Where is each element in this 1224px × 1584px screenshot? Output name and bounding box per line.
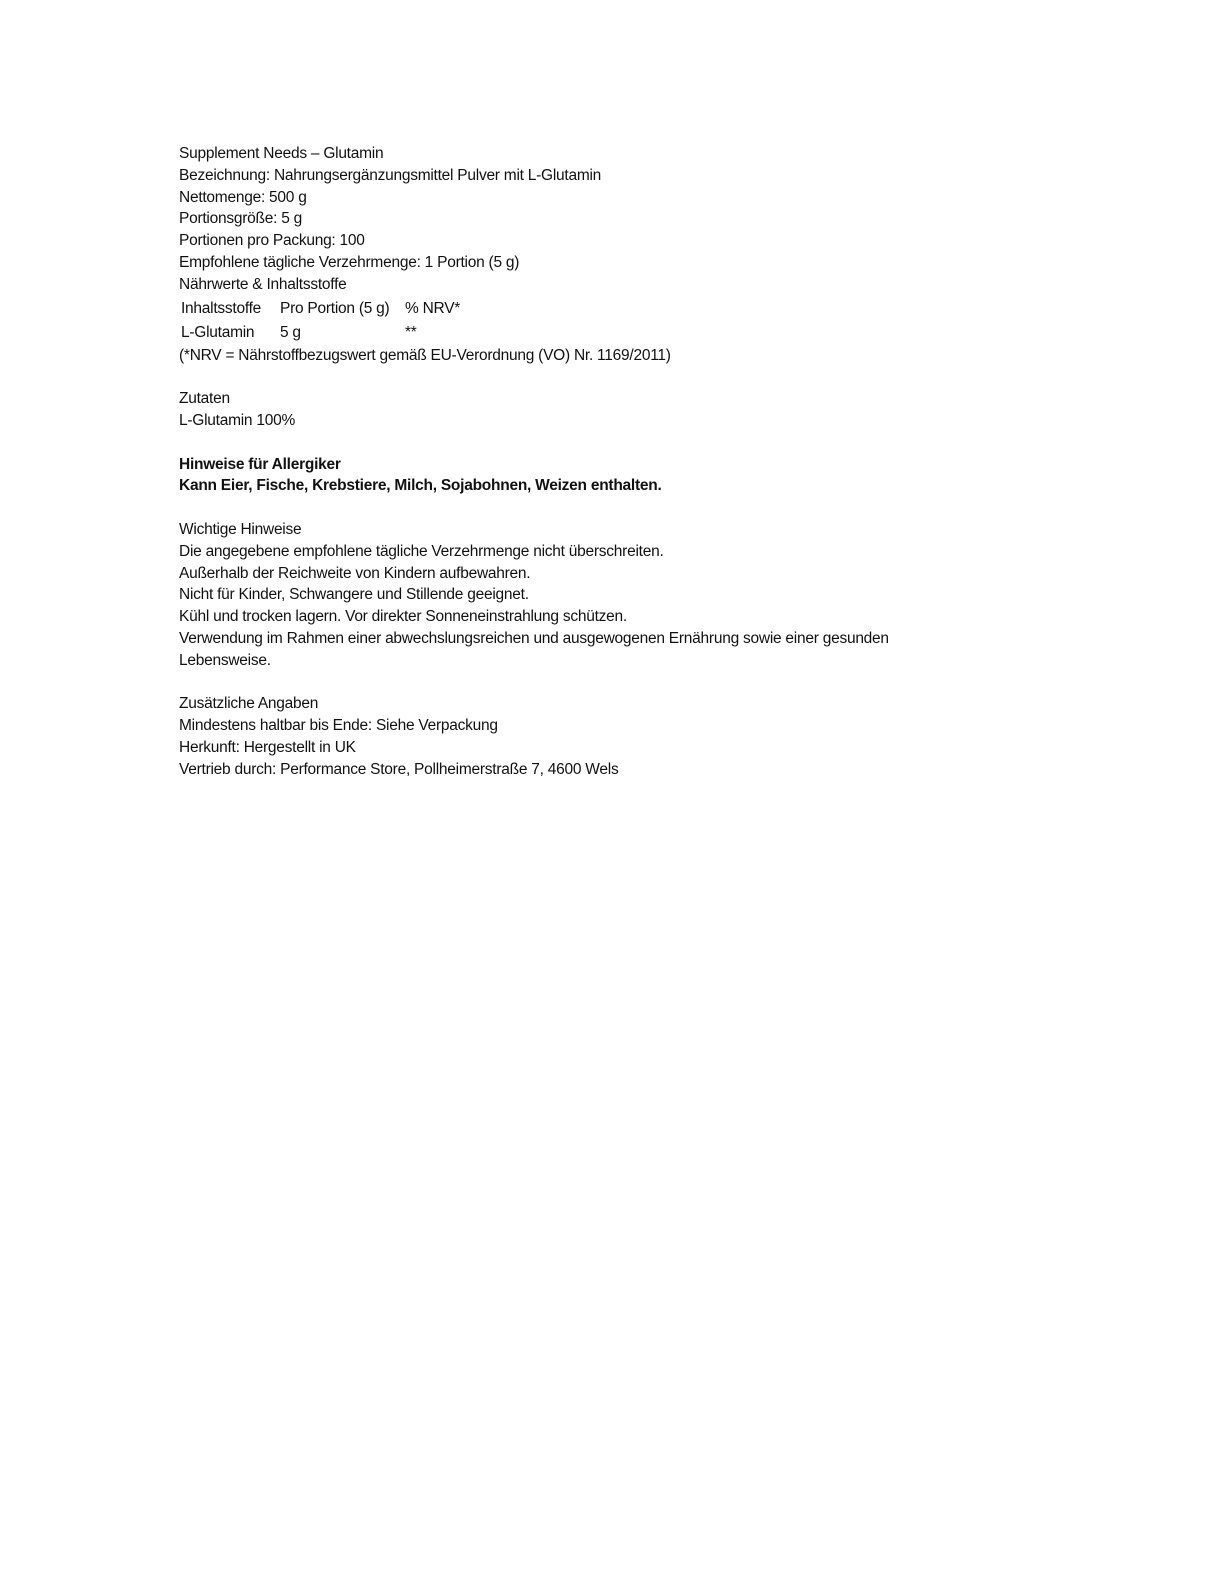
allergens-section (179, 454, 979, 498)
product-title: Supplement Needs – Glutamin (179, 145, 384, 162)
ingredients-heading: Zutaten (179, 390, 230, 408)
ingredients-section (179, 388, 979, 432)
warning-line: Außerhalb der Reichweite von Kindern aufbewahren. (179, 564, 531, 582)
nutrition-heading: Nährwerte & Inhaltsstoffe (179, 275, 347, 293)
warning-line: Die angegebene empfohlene tägliche Verzehrmenge nicht überschreiten. (179, 542, 664, 560)
warnings-section (179, 519, 979, 672)
table-cell-per-portion: 5 g (280, 323, 301, 341)
additional-info-section (179, 693, 979, 780)
warning-line: Verwendung im Rahmen einer abwechslungsreichen und ausgewogenen Ernährung sowie einer gesunden Lebensweise. (179, 629, 889, 669)
warning-line: Nicht für Kinder, Schwangere und Stillende geeignet. (179, 586, 529, 604)
spacer (179, 672, 979, 694)
table-cell-nrv: ** (405, 323, 417, 341)
spacer (179, 366, 979, 388)
net-quantity: Nettomenge: 500 g (179, 188, 307, 206)
allergens-heading: Hinweise für Allergiker (179, 455, 341, 473)
table-header-row (179, 297, 485, 321)
table-header-per-portion: Pro Portion (5 g) (280, 299, 390, 317)
distributor: Vertrieb durch: Performance Store, Pollheimerstraße 7, 4600 Wels (179, 760, 619, 778)
recommended-daily-intake: Empfohlene tägliche Verzehrmenge: 1 Portion (5 g) (179, 253, 520, 271)
table-header-nrv: % NRV* (405, 299, 461, 317)
nutrition-table (179, 297, 485, 345)
serving-size: Portionsgröße: 5 g (179, 210, 303, 228)
nrv-footnote: (*NRV = Nährstoffbezugswert gemäß EU-Verordnung (VO) Nr. 1169/2011) (179, 346, 671, 364)
table-cell-ingredient: L-Glutamin (181, 323, 255, 341)
best-before: Mindestens haltbar bis Ende: Siehe Verpackung (179, 717, 498, 735)
warning-line: Kühl und trocken lagern. Vor direkter Sonneneinstrahlung schützen. (179, 608, 627, 626)
table-row (179, 321, 485, 345)
servings-per-pack: Portionen pro Packung: 100 (179, 232, 365, 250)
product-designation: Bezeichnung: Nahrungsergänzungsmittel Pulver mit L-Glutamin (179, 166, 602, 184)
ingredients-text: L-Glutamin 100% (179, 411, 296, 429)
document-page (179, 143, 979, 781)
spacer (179, 497, 979, 519)
allergens-text: Kann Eier, Fische, Krebstiere, Milch, Sojabohnen, Weizen enthalten. (179, 477, 662, 495)
product-header (179, 143, 979, 274)
nutrition-section (179, 274, 979, 367)
spacer (179, 432, 979, 454)
additional-heading: Zusätzliche Angaben (179, 695, 319, 713)
table-header-ingredient: Inhaltsstoffe (181, 299, 262, 317)
origin: Herkunft: Hergestellt in UK (179, 738, 356, 756)
warnings-heading: Wichtige Hinweise (179, 520, 302, 538)
